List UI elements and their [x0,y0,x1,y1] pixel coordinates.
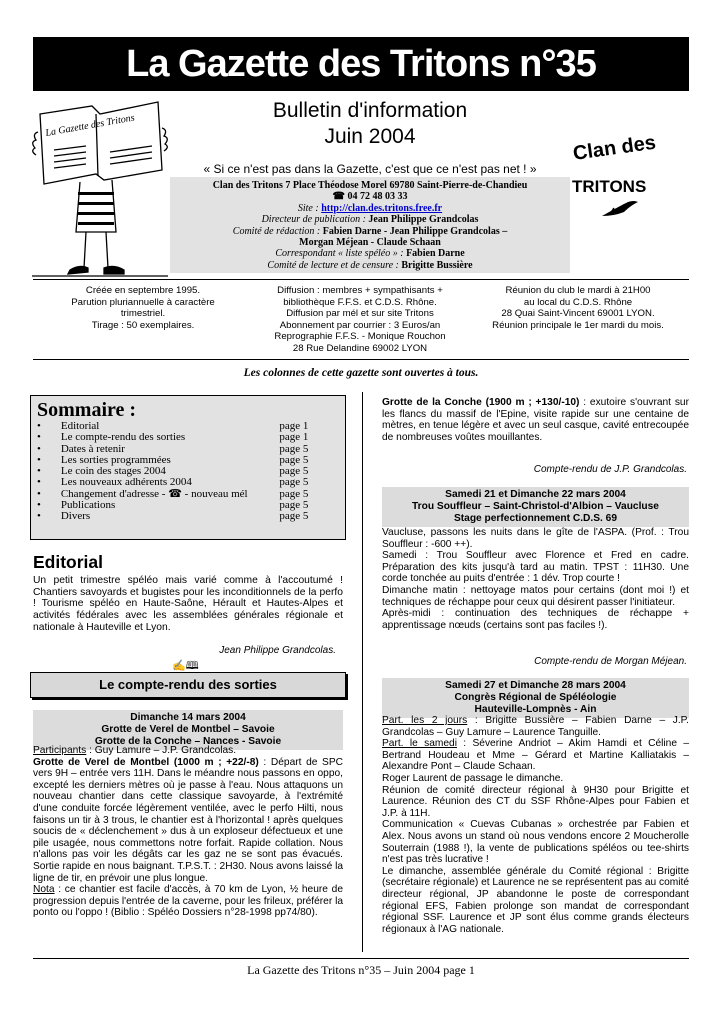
editorial-text: Un petit trimestre spéléo mais varié comme à l'accoutumé ! Chantiers savoyards et bugistes pour les inconditionnels de la perfo ! Tourisme spéléo en Haute-Saône, Hérault et Hautes-Alpes et activités fédérales avec les assemblées générales régionale et nationale à Hauteville et Lyon. [33,575,343,633]
subtitle [170,98,570,150]
club-phone: ☎ 04 72 48 03 33 [332,191,408,203]
subtitle-date: Juin 2004 [324,125,416,148]
event-date: Dimanche 14 mars 2004 [130,712,246,723]
report-paragraph: Communication « Cuevas Cubanas » orchestrée par Fabien et Alex. Nous avons un stand où nous vendons encore 2 Moucherolle Souterrain (1988 !), la vente de publications spéléos ou tee-shirts n'est pas très lucrative ! [382,819,689,866]
meeting-info-column [472,285,684,331]
conche-report [382,397,689,443]
club-address: Clan des Tritons 7 Place Théodose Morel 69780 Saint-Pierre-de-Chandieu [212,180,528,191]
participants: : Guy Lamure – J.P. Grandcolas. [86,745,237,756]
toc-item-page: page 5 [279,510,309,523]
page-footer: La Gazette des Tritons n°35 – Juin 2004 page 1 [247,963,475,977]
col3-line: Réunion principale le 1er mardi du mois. [492,319,664,331]
correspondent-name: Fabien Darne [406,248,465,260]
toc-title: Sommaire : [37,399,137,421]
report-signature: Compte-rendu de Morgan Méjean. [534,656,687,667]
col2-line: Diffusion par mél et sur site Tritons [286,308,434,320]
event-report [33,745,343,919]
site-link[interactable]: http://clan.des.tritons.free.fr [321,202,443,214]
participants-label: Part. les 2 jours [382,715,468,726]
note-text: : ce chantier est facile d'accès, à 70 km de Lyon, ½ heure de progression depuis l'entrée de la caverne, pour les frileux, préférer la ponto ou l'oppo ! (Biblio : Spéléo Dossiers n°28-1998 pp74/80). [33,884,344,919]
clan-des-tritons-logo [568,130,678,220]
col1-line: Tirage : 50 exemplaires. [91,319,195,331]
correspondent-label: Correspondant « liste spéléo » : [275,248,407,260]
toc-item[interactable] [37,432,339,443]
toc-item-label: Le coin des stages 2004 [60,465,166,478]
report-paragraph: Réunion de comité directeur régional à 9H30 pour Brigitte et Laurence. Réunion des CT du SSF Rhône-Alpes pour Fabien et J.P. à 11H. [382,784,689,819]
participants-label: Participants [33,745,87,756]
publication-info-box [170,177,570,273]
col3-line: 28 Quai Saint-Vincent 69001 LYON. [501,308,655,320]
report-paragraph: Le dimanche, assemblée générale du Comité régional : Brigitte (secrétaire régionale) et Laurence ne se représentent pas au comité directeur régional, JP abandonne le poste de correspondant régional EFS, Fabien prolonge son mandat de correspondant régional SSF. Laurence et JP sont élus comme grands électeurs régionaux à l'AG nationale. [382,865,689,935]
editorial-signature: Jean Philippe Grandcolas. [219,645,336,656]
toc-item-page: page 5 [279,476,309,489]
director-label: Directeur de publication : [261,214,369,226]
cave-name: Grotte de Verel de Montbel (1000 m ; +22/-8) [33,756,259,768]
event-date: Samedi 27 et Dimanche 28 mars 2004 [445,680,626,691]
report-paragraph: Roger Laurent de passage le dimanche. [382,772,564,784]
toc-item-page: page 1 [279,420,309,432]
event-place: Trou Souffleur – Saint-Christol-d'Albion – Vaucluse [412,501,659,512]
toc-item-page: page 1 [279,431,309,444]
site-label: Site : [297,202,322,214]
event-subject: Stage perfectionnement C.D.S. 69 [453,513,618,524]
toc-item-label: Publications [60,499,116,512]
divider [33,958,689,959]
report-signature: Compte-rendu de J.P. Grandcolas. [533,464,687,475]
event-report [382,527,689,631]
bullet-icon: • [37,431,41,444]
toc-item-label: Les nouveaux adhérents 2004 [60,476,192,489]
col1-line: trimestriel. [120,308,166,320]
participants-label: Part. le samedi [382,738,457,750]
report-paragraph: Vaucluse, passons les nuits dans le gîte de l'ASPA. (Prof. : Trou Souffleur : -600 ++). [382,527,689,550]
note-label: Nota [33,884,55,896]
report-text: : Départ de SPC vers 9H – entrée vers 11H. Dans le méandre nous passons en oppo, excepté les derniers mètres où je passe à l'eau. Nous attaquons un nouveau chantier dans cette classique savoyarde, à l'extrémité d'une conduite forcée légèrement ventilée, avec le perfo Hilti, nous faisons un tir à 3 trous, le chantier est à l'horizontal ! après quelques soucis de « déclenchement » dus à un exploseur défectueux et une pile usagée, nous commettons notre forfait. Rapide collation. Nous n'allons pas voir les dégâts car les gaz ne se sont pas évacués. Sortie rapide en nous baignant. T.P.S.T. : 2H30. Nous avons laissé la ligne de tir, en prévoir une plus longue. [33,756,343,884]
bullet-icon: • [37,510,41,523]
editorial-heading: Editorial [33,552,104,572]
bullet-icon: • [37,487,41,500]
col1-line: Créée en septembre 1995. [85,285,201,296]
logo-line1: Clan des [571,131,658,165]
report-paragraph: Dimanche matin : nettoyage matos pour certains (dont moi !) et techniques de réchappe pour ceux qui désirent passer l'initiateur. [382,584,689,608]
participants: : Brigitte Bussière – Fabien Darne – J.P. Grandcolas – Guy Lamure – Laurence Tanguille. [382,715,689,738]
toc-item-page: page 5 [279,465,309,478]
col1-line: Parution pluriannuelle à caractère [71,296,215,308]
bullet-icon: • [37,476,41,489]
toc-item-label: Editorial [60,420,100,432]
writing-book-icon: ✍🕮 [172,660,199,672]
col3-line: au local du C.D.S. Rhône [523,296,633,308]
event-place: Hauteville-Lompnès - Ain [474,704,597,715]
bullet-icon: • [37,465,41,478]
event-heading [382,678,689,718]
toc-item-label: Les sorties programmées [60,453,171,466]
diffusion-info-column [255,285,465,355]
col2-line: bibliothèque F.F.S. et C.D.S. Rhône. [283,296,437,308]
toc-item-page: page 5 [279,487,309,500]
subtitle-bulletin: Bulletin d'information [272,99,468,122]
cave-name: Grotte de la Conche (1900 m ; +130/-10) [382,397,580,408]
committee-line1: Fabien Darne - Jean Philippe Grandcolas – [322,225,508,237]
toc-item[interactable] [37,511,339,522]
col2-line: Abonnement par courrier : 3 Euros/an [279,319,441,331]
logo-line2: TRITONS [572,177,647,196]
toc-item-page: page 5 [279,499,309,512]
report-text: : exutoire s'ouvrant sur les flancs du massif de l'Epine, visite rapide sur une centaine de mètres, en tenue légère et avec un seul casque, cavité entrecoupée de nombreuses voûtes mouillantes. [382,397,689,443]
mascot-caption: La Gazette des Tritons [44,112,136,139]
toc-item-label: Dates à retenir [60,442,125,455]
mascot-reading-newspaper-image [30,92,170,280]
toc-item-label: Changement d'adresse - ☎ - nouveau mél [60,487,248,500]
bullet-icon: • [37,453,41,466]
column-divider [362,392,363,952]
report-paragraph: Samedi : Trou Souffleur avec Florence et Fred en cadre. Préparation des kits jusqu'à tard au matin. TPST : 11H30. Une corde tonchée au puits d'entrée : 1 dév. Trop courte ! [382,550,689,585]
event-report [382,715,689,935]
review-name: Brigitte Bussière [401,259,473,271]
event-place: Grotte de Verel de Montbel – Savoie [101,724,275,735]
toc-item-page: page 5 [279,442,309,455]
committee-label: Comité de rédaction : [232,225,323,237]
col3-line: Réunion du club le mardi à 21H00 [505,285,651,296]
newsletter-title: La Gazette des Tritons n°35 [33,37,689,91]
bullet-icon: • [37,499,41,512]
review-label: Comité de lecture et de censure : [267,259,402,271]
col2-line: Diffusion : membres + sympathisants + [277,285,443,296]
report-paragraph: Après-midi : continuation des techniques de réchappe + apprentissage nœuds (certains sont pas faciles !). [382,608,689,631]
divider [33,279,689,280]
event-subject: Congrès Régional de Spéléologie [454,692,617,703]
toc-item-label: Le compte-rendu des sorties [60,431,186,444]
bullet-icon: • [37,420,41,432]
creation-info-column [38,285,248,331]
divider [33,359,689,360]
table-of-contents [30,395,346,540]
event-date: Samedi 21 et Dimanche 22 mars 2004 [445,489,626,500]
event-place: Grotte de la Conche – Nances - Savoie [94,736,282,747]
event-heading [33,710,343,750]
director-name: Jean Philippe Grandcolas [368,214,479,226]
motto: « Si ce n'est pas dans la Gazette, c'est que ce n'est pas net ! » [203,162,537,176]
toc-item-page: page 5 [279,453,309,466]
committee-line2: Morgan Méjean - Claude Schaan [299,237,441,249]
event-heading [382,487,689,527]
col2-line: 28 Rue Delandine 69002 LYON [292,342,428,354]
toc-item-label: Divers [60,510,91,523]
section-heading-compte-rendu: Le compte-rendu des sorties [30,672,346,698]
bullet-icon: • [37,442,41,455]
open-columns-note: Les colonnes de cette gazette sont ouvertes à tous. [243,367,479,379]
participants: : Séverine Andriot – Akim Hamdi et Céline – Bertrand Houdeau et Mme – Gérard et Martine Kalliatakis – Alexandre Pont – Claude Schaan. [382,738,689,773]
col2-line: Reprographie F.F.S. - Monique Rouchon [274,331,446,343]
